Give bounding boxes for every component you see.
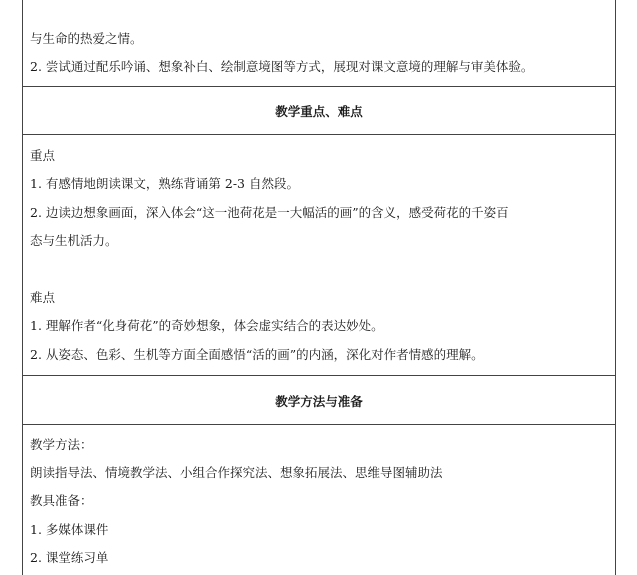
methods-label: 教学方法： [30, 437, 93, 452]
key-point-item: 2. 边读边想象画面，深入体会“这一池荷花是一大幅活的画”的含义，感受荷花的千姿百 [30, 205, 509, 220]
methods-header-row [23, 376, 615, 424]
objective-line: 与生命的热爱之情。 [30, 31, 143, 46]
objective-line: 2. 尝试通过配乐吟诵、想象补白、绘制意境图等方式，展现对课文意境的理解与审美体验。 [30, 59, 534, 74]
section-title-key-points: 教学重点、难点 [275, 104, 363, 119]
key-point-item: 1. 有感情地朗读课文，熟练背诵第 2-3 自然段。 [30, 176, 299, 191]
key-points-label: 重点 [30, 148, 56, 163]
difficulties-label: 难点 [30, 290, 56, 305]
key-point-item-continued: 态与生机活力。 [30, 233, 118, 248]
material-item: 2. 课堂练习单 [30, 550, 109, 565]
difficulty-item: 2. 从姿态、色彩、生机等方面全面感悟“活的画”的内涵，深化对作者情感的理解。 [30, 347, 484, 362]
section-title-methods: 教学方法与准备 [275, 394, 363, 409]
methods-list: 朗读指导法、情境教学法、小组合作探究法、想象拓展法、思维导图辅助法 [30, 465, 443, 480]
materials-label: 教具准备： [30, 493, 93, 508]
key-points-header-row [23, 87, 615, 134]
material-item: 1. 多媒体课件 [30, 522, 109, 537]
objectives-continuation [23, 0, 615, 86]
methods-content [23, 425, 615, 575]
difficulty-item: 1. 理解作者“化身荷花”的奇妙想象，体会虚实结合的表达妙处。 [30, 318, 384, 333]
key-points-content [23, 135, 615, 375]
lesson-plan-table [22, 0, 616, 575]
